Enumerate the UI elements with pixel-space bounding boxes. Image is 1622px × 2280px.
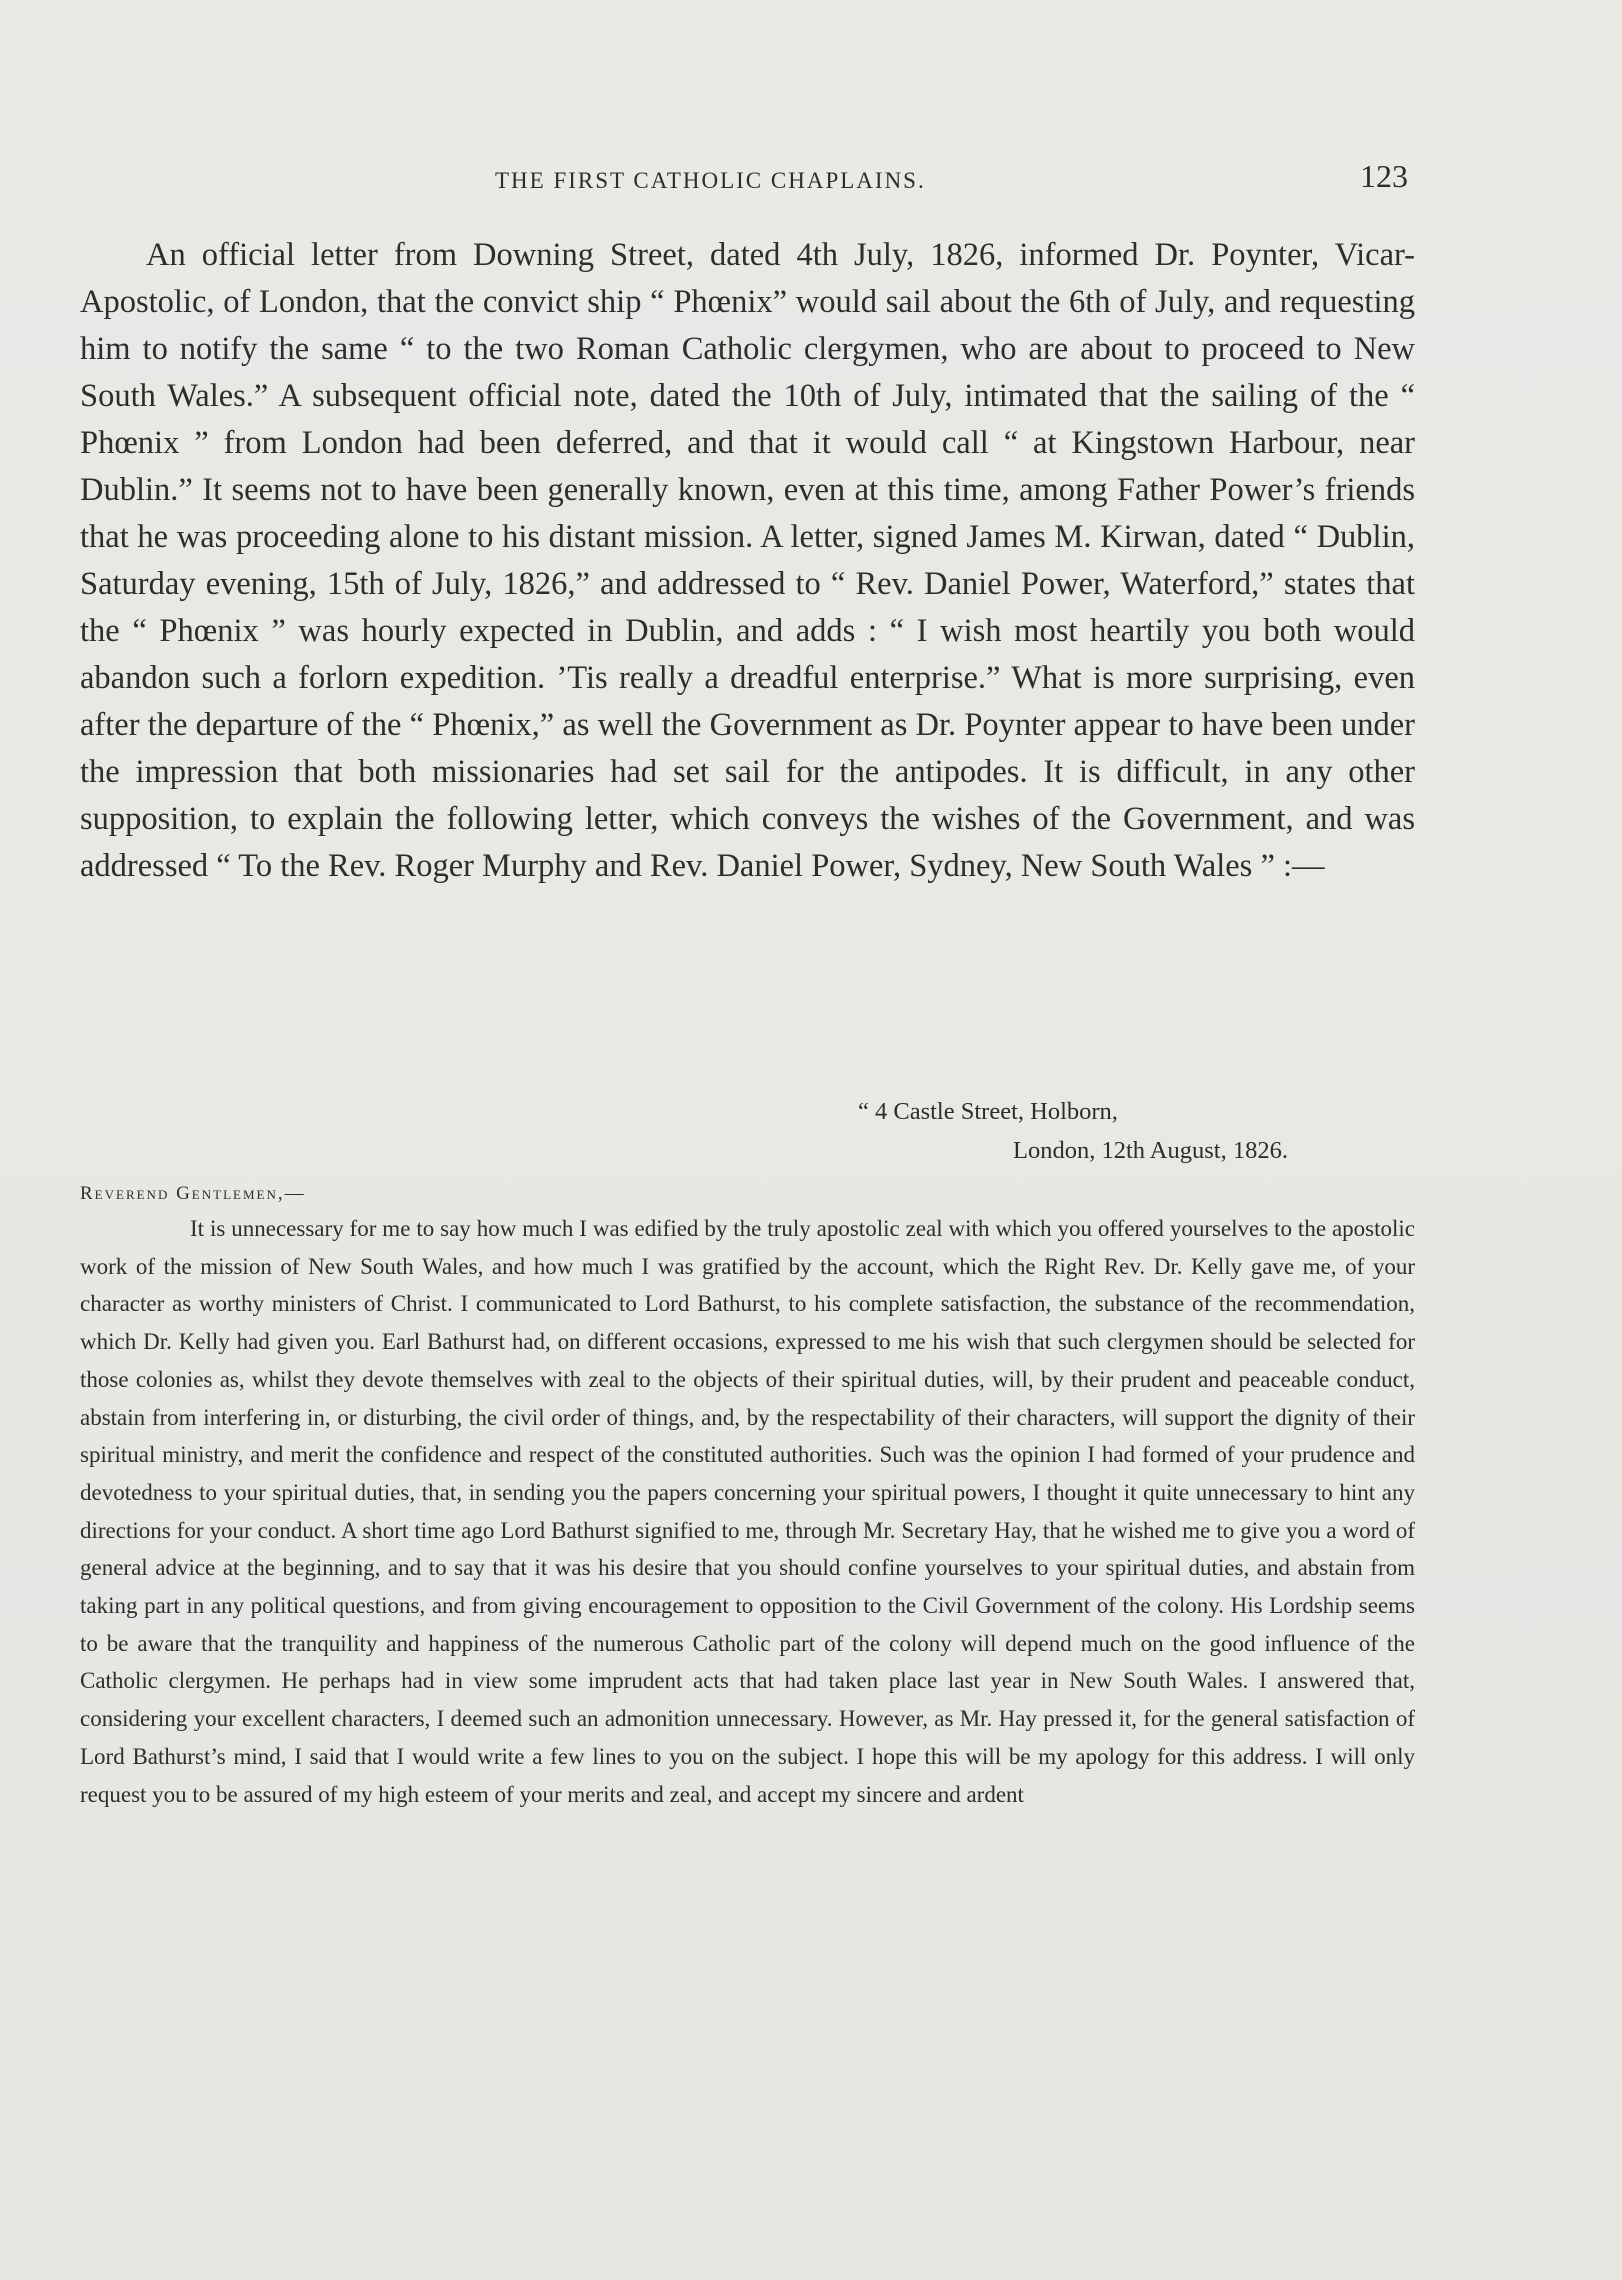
page-number: 123: [1360, 158, 1408, 194]
address-line-1: “ 4 Castle Street, Holborn,: [858, 1098, 1118, 1125]
letter-salutation: Reverend Gentlemen,—: [80, 1183, 306, 1204]
letter-body: It is unnecessary for me to say how much I was edified by the truly apostolic zeal with which you offered yourselves to the apostolic work of the mission of New South Wales, and how much I was gratified by the account, which the Right Rev. Dr. Kelly gave me, of your character as worthy ministers of Christ. I communicated to Lord Bathurst, to his complete satisfaction, the substance of the recommendation, which Dr. Kelly had given you. Earl Bathurst had, on different occasions, expressed to me his wish that such clergymen should be selected for those colonies as, whilst they devote themselves with zeal to the objects of their spiritual duties, will, by their prudent and peaceable conduct, abstain from interfering in, or disturbing, the civil order of things, and, by the respectability of their characters, will support the dignity of their spiritual ministry, and merit the confidence and respect of the constituted authorities. Such was the opinion I had formed of your prudence and devotedness to your spiritual duties, that, in sending you the papers concerning your spiritual powers, I thought it quite unnecessary to hint any directions for your conduct. A short time ago Lord Bathurst signified to me, through Mr. Secretary Hay, that he wished me to give you a word of general advice at the beginning, and to say that it was his desire that you should confine yourselves to your spiritual duties, and abstain from taking part in any political questions, and from giving encouragement to opposition to the Civil Government of the colony. His Lordship seems to be aware that the tranquility and happiness of the numerous Catholic part of the colony will depend much on the good influence of the Catholic clergymen. He perhaps had in view some imprudent acts that had taken place last year in New South Wales. I answered that, considering your excellent characters, I deemed such an admonition unnecessary. However, as Mr. Hay pressed it, for the general satisfaction of Lord Bathurst’s mind, I said that I would write a few lines to you on the subject. I hope this will be my apology for this address. I will only request you to be assured of my high esteem of your merits and zeal, and accept my sincere and ardent: [80, 1216, 1415, 1807]
address-line-2: London, 12th August, 1826.: [1013, 1137, 1288, 1164]
letter-address: [858, 1092, 1288, 1170]
body-paragraph: An official letter from Downing Street, dated 4th July, 1826, informed Dr. Poynter, Vicar-Apostolic, of London, that the convict ship “ Phœnix” would sail about the 6th of July, and requesting him to notify the same “ to the two Roman Catholic clergymen, who are about to proceed to New South Wales.” A subsequent official note, dated the 10th of July, intimated that the sailing of the “ Phœnix ” from London had been deferred, and that it would call “ at Kingstown Harbour, near Dublin.” It seems not to have been generally known, even at this time, among Father Power’s friends that he was proceeding alone to his distant mission. A letter, signed James M. Kirwan, dated “ Dublin, Saturday evening, 15th of July, 1826,” and addressed to “ Rev. Daniel Power, Waterford,” states that the “ Phœnix ” was hourly expected in Dublin, and adds : “ I wish most heartily you both would abandon such a forlorn expedition. ’Tis really a dreadful enterprise.” What is more surprising, even after the departure of the “ Phœnix,” as well the Government as Dr. Poynter appear to have been under the impression that both missionaries had set sail for the antipodes. It is difficult, in any other supposition, to explain the following letter, which conveys the wishes of the Government, and was addressed “ To the Rev. Roger Murphy and Rev. Daniel Power, Sydney, New South Wales ” :—: [80, 237, 1415, 884]
running-head: THE FIRST CATHOLIC CHAPLAINS.: [495, 168, 926, 193]
